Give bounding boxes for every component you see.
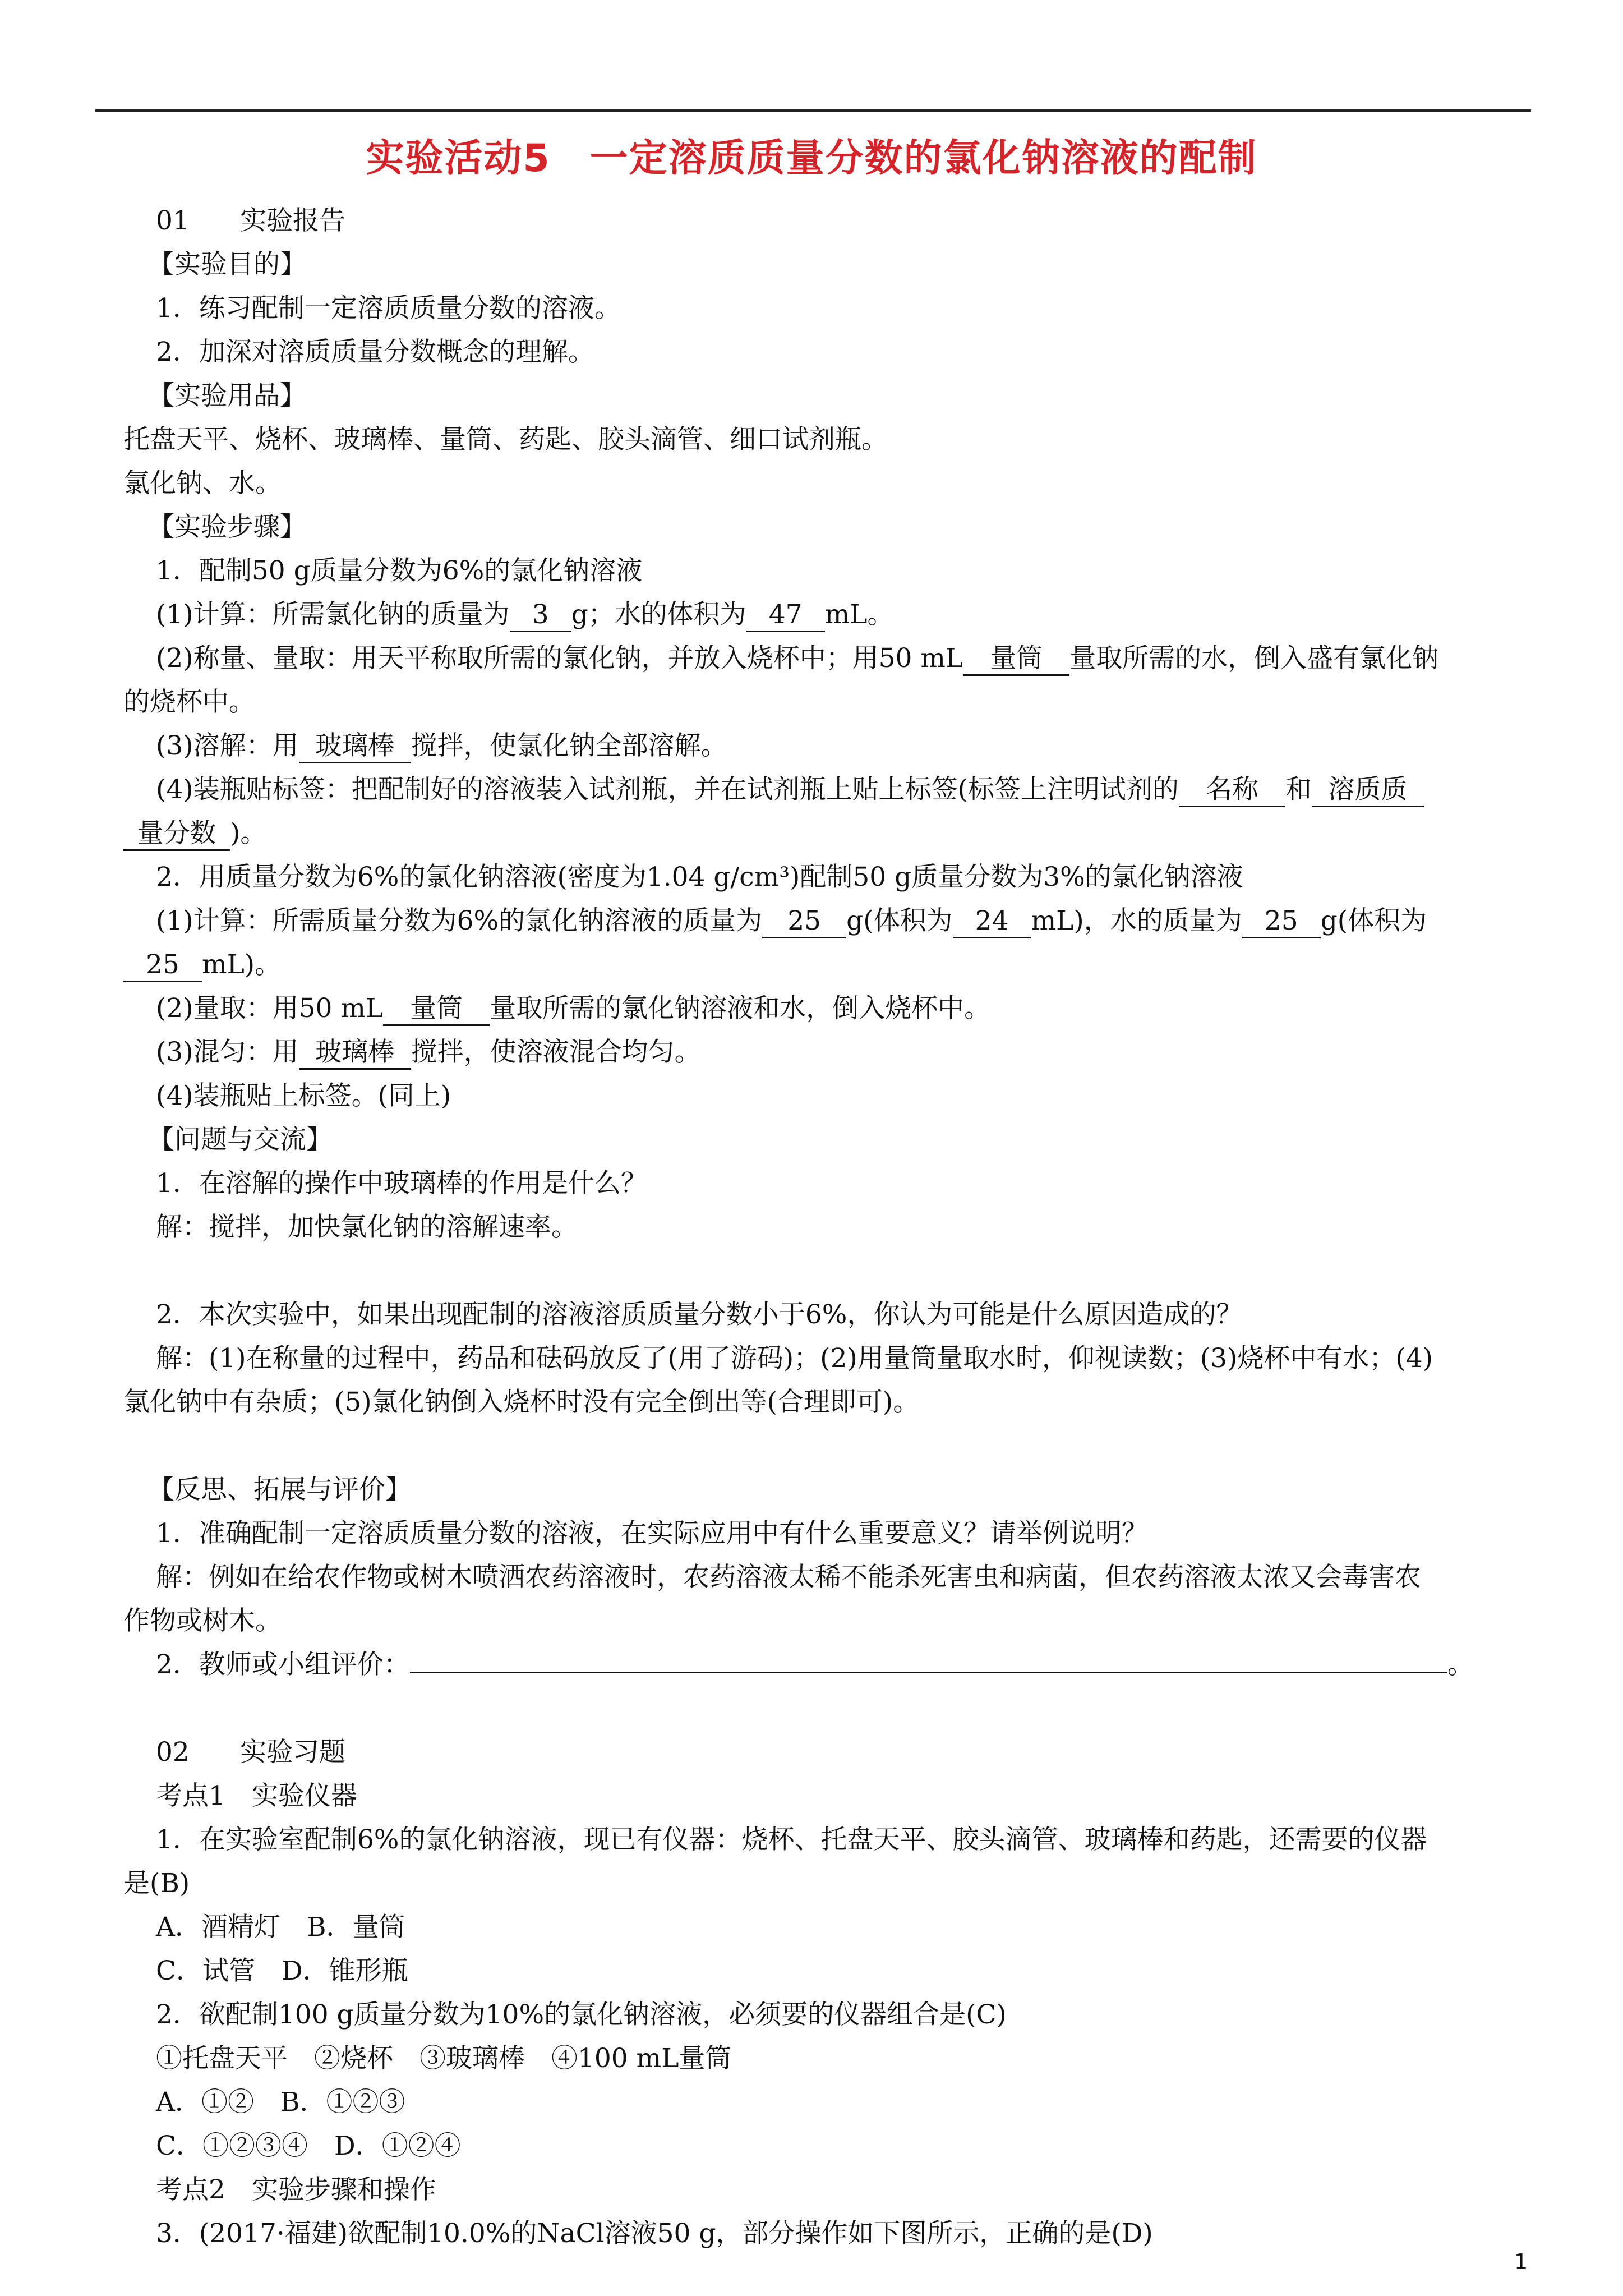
answer-blank: 玻璃棒	[299, 730, 411, 763]
exercise-3: 3．(2017·福建)欲配制10.0%的NaCl溶液50 g，部分操作如下图所示，正确的是(D)	[156, 2218, 1153, 2249]
subheading-steps: 【实验步骤】	[148, 512, 306, 542]
reflect-answer-1: 解：例如在给农作物或树木喷洒农药溶液时，农药溶液太稀不能杀死害虫和病菌，但农药溶液太浓又会毒害农	[156, 1562, 1421, 1593]
evaluation-blank	[410, 1672, 1447, 1673]
reflect-question-1: 1．准确配制一定溶质质量分数的溶液，在实际应用中有什么重要意义？请举例说明？	[156, 1518, 1148, 1549]
step-2-3: (3)混匀：用 玻璃棒 搅拌，使溶液混合均匀。	[156, 1030, 1530, 1074]
exercise-1-options-1: A．酒精灯 B．量筒	[156, 1912, 405, 1943]
answer-blank: 量分数	[123, 818, 230, 851]
step-2-4: (4)装瓶贴上标签。(同上)	[156, 1080, 451, 1111]
step-1-3: (3)溶解：用 玻璃棒 搅拌，使氯化钠全部溶解。	[156, 724, 1530, 768]
exercise-1-cont: 是(B)	[123, 1868, 190, 1899]
subheading-qa: 【问题与交流】	[148, 1124, 333, 1155]
items-line-2: 氯化钠、水。	[123, 468, 282, 499]
purpose-1: 1．练习配制一定溶质质量分数的溶液。	[156, 293, 621, 324]
step-1-1: (1)计算：所需氯化钠的质量为 3 g；水的体积为 47 mL。	[156, 593, 1530, 637]
step-1-2-cont: 的烧杯中。	[123, 687, 255, 717]
subheading-items: 【实验用品】	[148, 380, 306, 411]
exercise-1: 1．在实验室配制6%的氯化钠溶液，现已有仪器：烧杯、托盘天平、胶头滴管、玻璃棒和药匙，还需要的仪器	[156, 1824, 1427, 1855]
subheading-purpose: 【实验目的】	[148, 249, 306, 280]
document-body	[123, 199, 1530, 2256]
reflect-answer-1-cont: 作物或树木。	[123, 1605, 282, 1636]
step-1-2: (2)称量、量取：用天平称取所需的氯化钠，并放入烧杯中；用50 mL 量筒 量取所需的水，倒入盛有氯化钠	[156, 637, 1530, 680]
section-number: 02	[156, 1737, 190, 1768]
step-2-1-cont: 25 mL)。	[123, 943, 1530, 987]
items-line-1: 托盘天平、烧杯、玻璃棒、量筒、药匙、胶头滴管、细口试剂瓶。	[123, 424, 888, 455]
section-heading	[156, 1731, 1530, 1774]
answer-blank: 名称	[1179, 774, 1285, 807]
page-title: 实验活动5 一定溶质质量分数的氯化钠溶液的配制	[366, 136, 1257, 181]
answer-blank: 24	[953, 905, 1031, 938]
exercise-1-options-2: C．试管 D．锥形瓶	[156, 1955, 408, 1986]
reflect-question-2: 2．教师或小组评价： 。	[156, 1649, 1474, 1680]
purpose-2: 2．加深对溶质质量分数概念的理解。	[156, 337, 594, 367]
section-number: 01	[156, 205, 190, 236]
step-2-2: (2)量取：用50 mL 量筒 量取所需的氯化钠溶液和水，倒入烧杯中。	[156, 987, 1530, 1030]
section-label: 实验习题	[240, 1737, 345, 1768]
step-1-4-cont: 量分数 )。	[123, 812, 1530, 855]
answer-blank: 溶质质	[1312, 774, 1424, 807]
exercise-2-options-2: C．①②③④ D．①②④	[156, 2131, 461, 2161]
exercise-2-list: ①托盘天平 ②烧杯 ③玻璃棒 ④100 mL量筒	[156, 2043, 732, 2074]
answer-1: 解：搅拌，加快氯化钠的溶解速率。	[156, 1212, 578, 1243]
answer-blank: 玻璃棒	[299, 1037, 411, 1070]
exercise-2: 2．欲配制100 g质量分数为10%的氯化钠溶液，必须要的仪器组合是(C)	[156, 1999, 1007, 2030]
step-2-1: (1)计算：所需质量分数为6%的氯化钠溶液的质量为 25 g(体积为 24 mL)，水的质量为 25 g(体积为	[156, 899, 1530, 943]
answer-blank: 25	[1242, 905, 1321, 938]
answer-blank: 量筒	[383, 993, 490, 1026]
topic-1: 考点1 实验仪器	[156, 1780, 357, 1811]
section-label: 实验报告	[240, 205, 345, 236]
answer-blank: 量筒	[963, 643, 1069, 676]
exercise-2-options-1: A．①② B．①②③	[156, 2087, 405, 2118]
answer-blank: 47	[746, 599, 825, 632]
answer-2-line-1: 解：(1)在称量的过程中，药品和砝码放反了(用了游码)；(2)用量筒量取水时，仰视读数；(3)烧杯中有水；(4)	[156, 1343, 1433, 1374]
question-1: 1．在溶解的操作中玻璃棒的作用是什么？	[156, 1168, 647, 1199]
section-heading	[156, 199, 1530, 243]
topic-2: 考点2 实验步骤和操作	[156, 2174, 436, 2205]
answer-blank: 3	[510, 599, 571, 632]
answer-2-line-2: 氯化钠中有杂质；(5)氯化钠倒入烧杯时没有完全倒出等(合理即可)。	[123, 1387, 920, 1418]
answer-blank: 25	[762, 905, 846, 938]
step-1: 1．配制50 g质量分数为6%的氯化钠溶液	[156, 555, 643, 586]
answer-blank: 25	[123, 949, 202, 982]
page-number: 1	[1514, 2249, 1528, 2274]
question-2: 2．本次实验中，如果出现配制的溶液溶质质量分数小于6%，你认为可能是什么原因造成的？	[156, 1299, 1243, 1330]
step-1-4: (4)装瓶贴标签：把配制好的溶液装入试剂瓶，并在试剂瓶上贴上标签(标签上注明试剂的 名称 和 溶质质	[156, 768, 1530, 812]
header-rule	[95, 109, 1531, 112]
step-2: 2．用质量分数为6%的氯化钠溶液(密度为1.04 g/cm³)配制50 g质量分数为3%的氯化钠溶液	[156, 862, 1243, 892]
subheading-reflect: 【反思、拓展与评价】	[148, 1474, 412, 1505]
